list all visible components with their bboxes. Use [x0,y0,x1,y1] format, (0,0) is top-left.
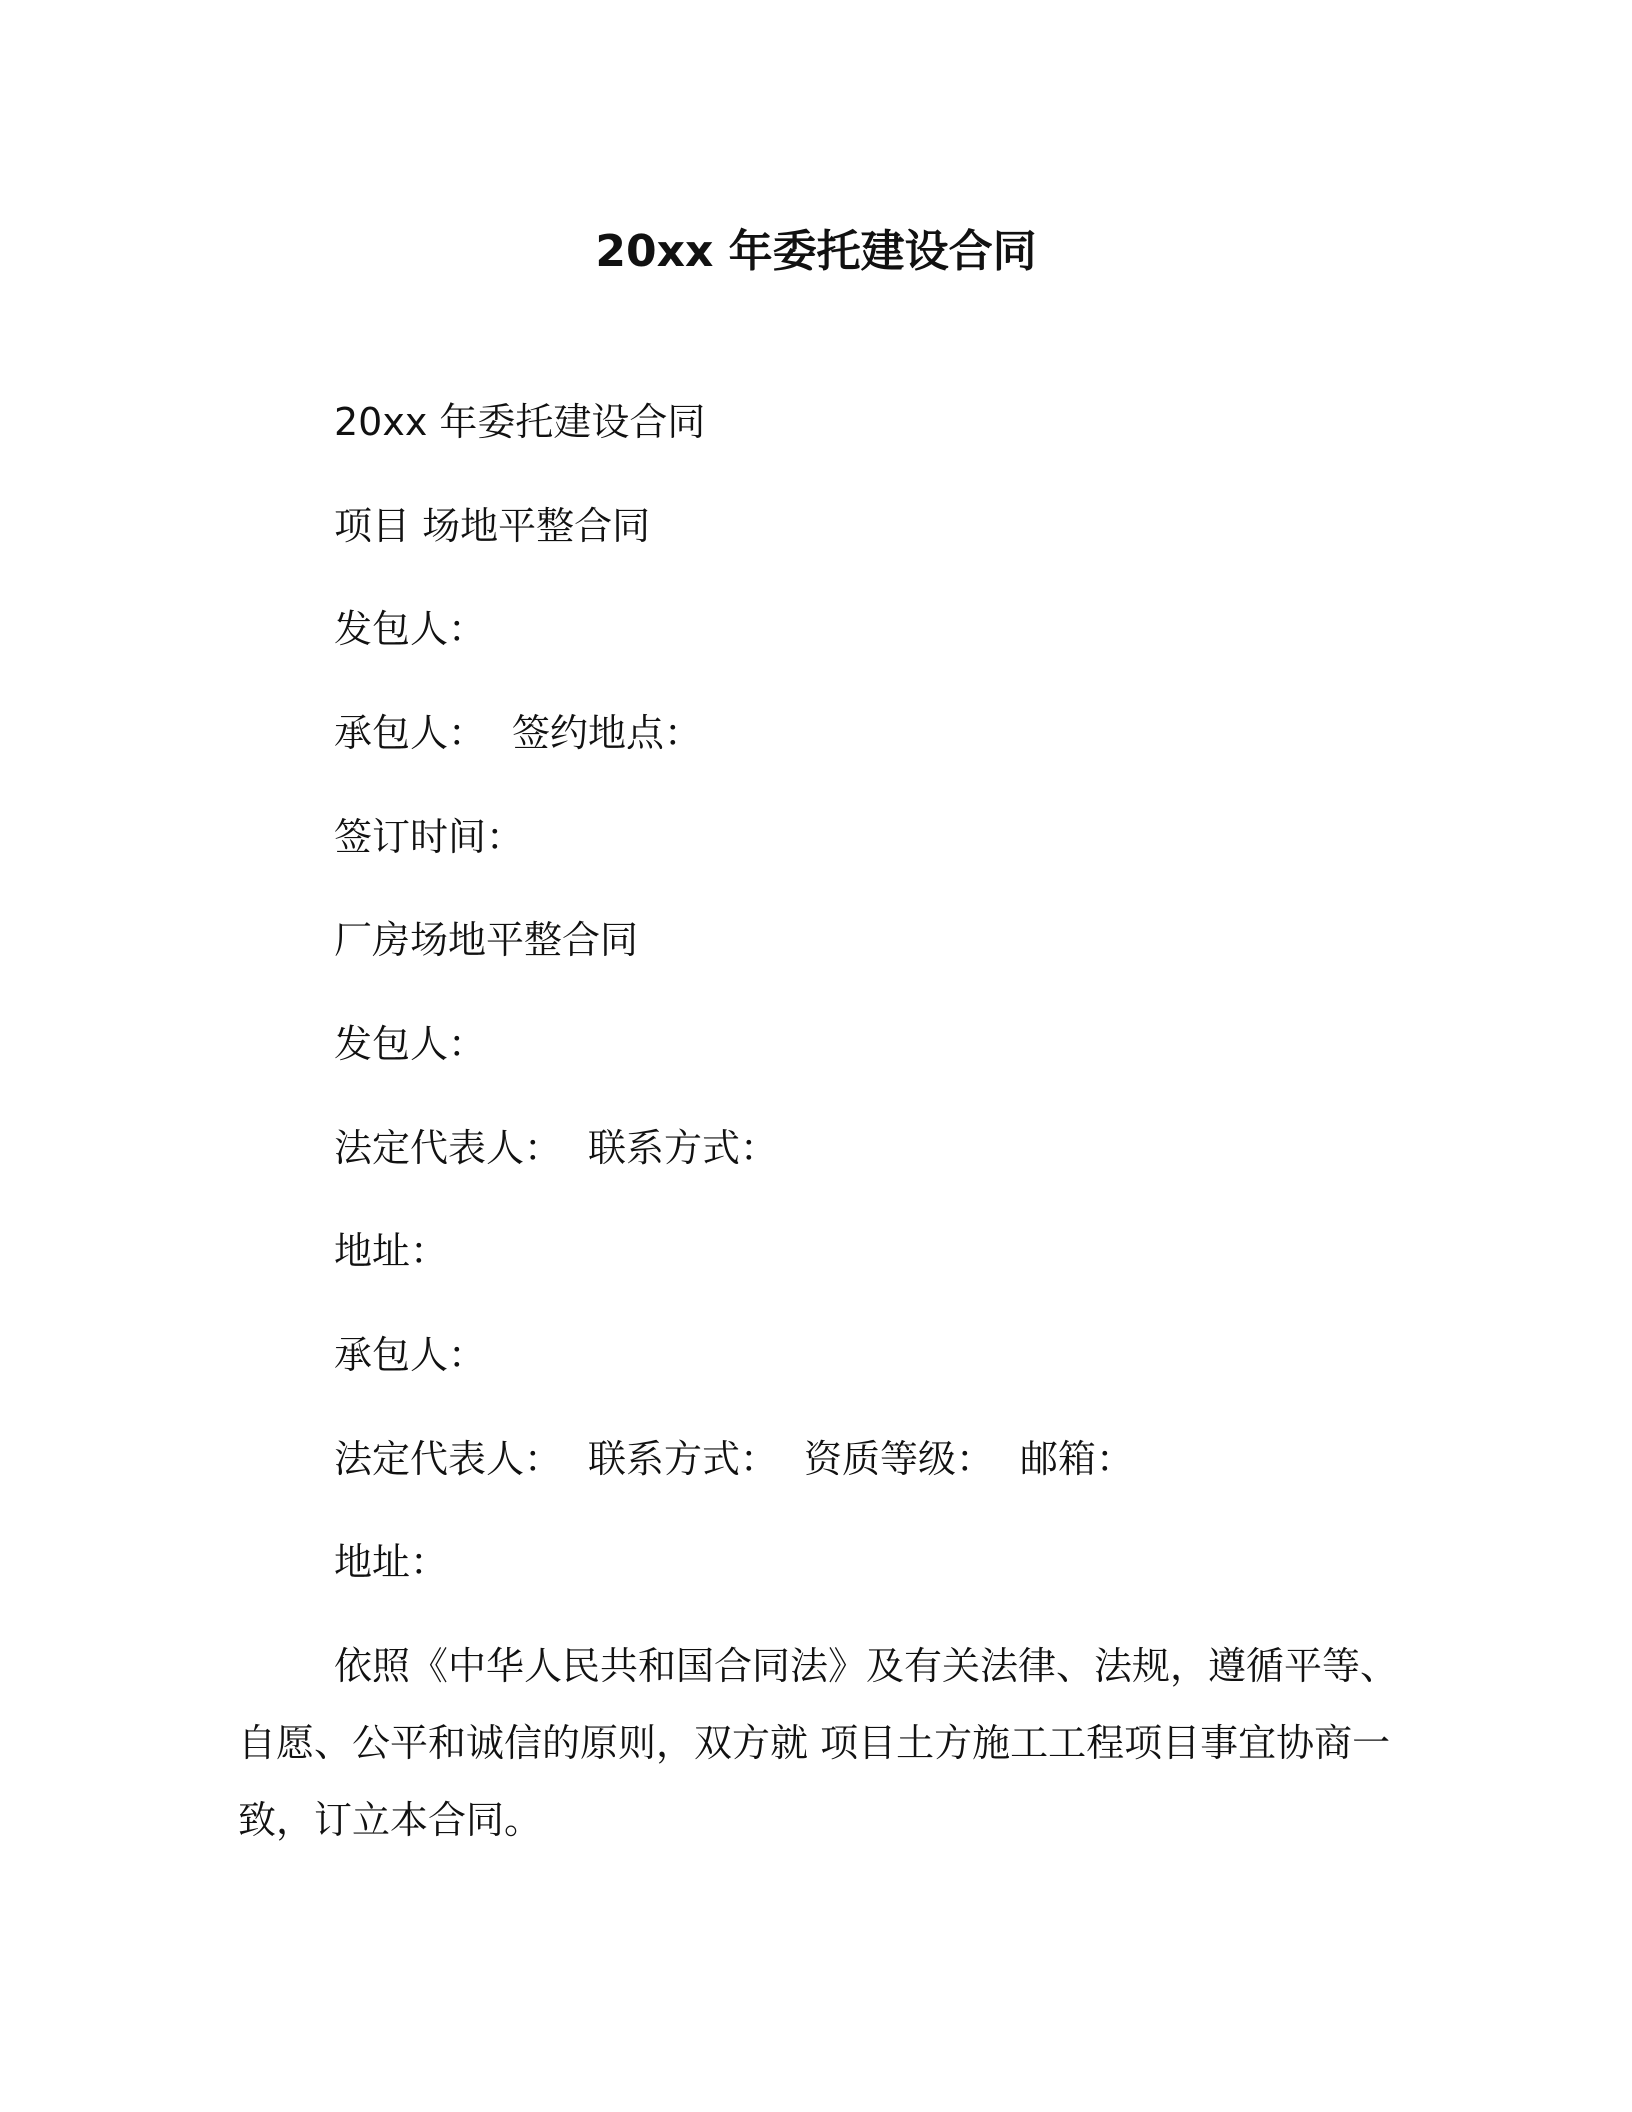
employer-line-2 [334,1018,486,1070]
contractor-label-2: 承包人： [334,1333,487,1377]
employer-label-2: 发包人： [334,1022,487,1066]
address-label-2: 地址： [334,1540,449,1584]
contract-name-line [334,914,638,966]
signing-place-label: 签约地点： [512,711,703,755]
employer-line [334,603,486,655]
contract-name-text: 厂房场地平整合同 [334,918,639,962]
qualification-label: 资质等级： [804,1437,995,1481]
email-label: 邮箱： [1020,1437,1135,1481]
project-text: 项目 场地平整合同 [334,504,651,548]
contact-label: 联系方式： [588,1126,779,1170]
contractor-representative-line [334,1433,1134,1485]
body-paragraph-line-2: 自愿、公平和诚信的原则，双方就 项目土方施工工程项目事宜协商一 [238,1721,1391,1765]
document-title: 20xx 年委托建设合同 [595,226,1037,277]
body-paragraph-line-1: 依照《中华人民共和国合同法》及有关法律、法规，遵循平等、 [334,1644,1399,1688]
subtitle-line [334,396,705,448]
legal-representative-label: 法定代表人： [334,1126,563,1170]
address-label: 地址： [334,1229,449,1273]
signing-time-line [334,811,524,863]
project-line [334,500,650,552]
signing-time-label: 签订时间： [334,815,525,859]
contractor-signing-place-line [334,707,702,759]
contractor-label: 承包人： [334,711,487,755]
employer-address-line [334,1225,448,1277]
subtitle-text: 20xx 年委托建设合同 [334,400,706,444]
contractor-line-2 [334,1329,486,1381]
body-paragraph-line-3: 致，订立本合同。 [238,1798,543,1842]
employer-representative-line [334,1122,778,1174]
employer-label: 发包人： [334,607,487,651]
contact-label-2: 联系方式： [588,1437,779,1481]
contractor-address-line [334,1536,448,1588]
legal-representative-label-2: 法定代表人： [334,1437,563,1481]
